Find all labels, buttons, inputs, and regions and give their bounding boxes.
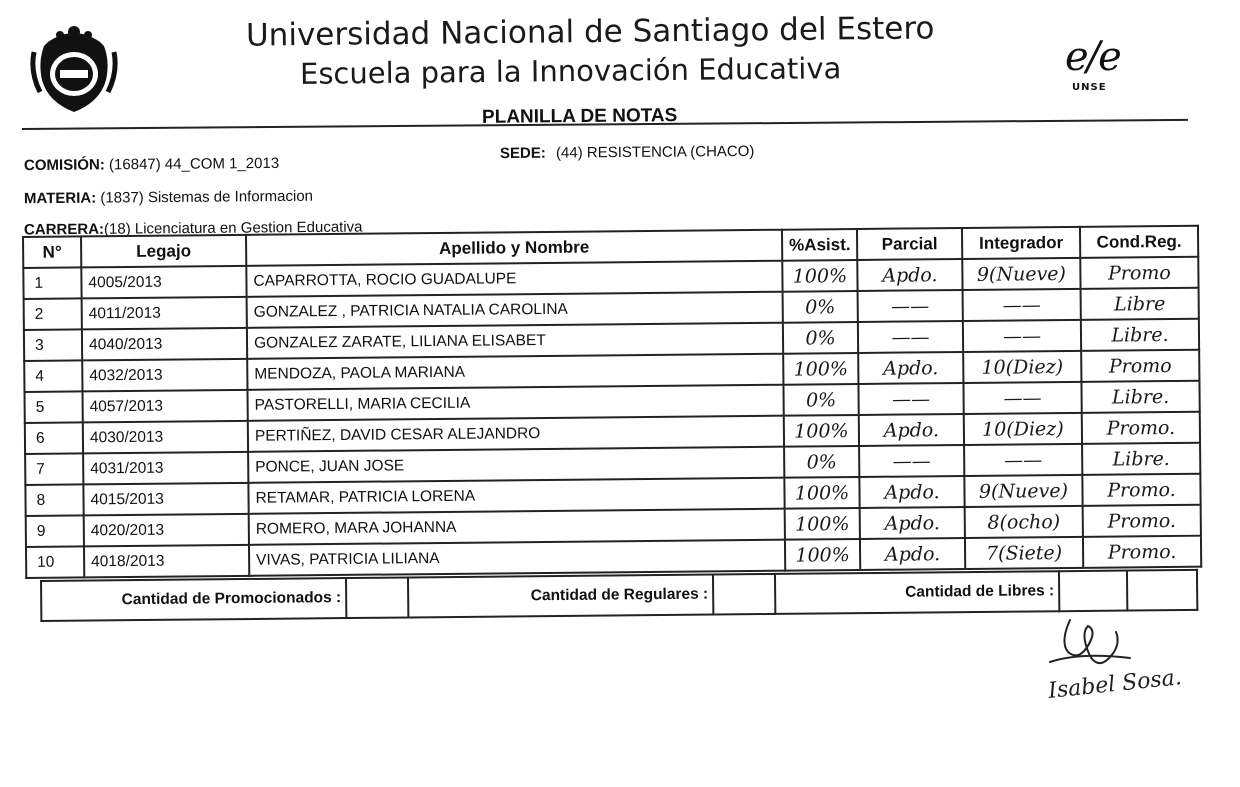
materia-label: MATERIA: — [23, 189, 97, 208]
grades-table-wrap — [22, 225, 1205, 586]
row-number: 4 — [24, 360, 82, 392]
totals-blank — [1127, 570, 1197, 611]
row-nombre: GONZALEZ , PATRICIA NATALIA CAROLINA — [247, 292, 783, 328]
promocionados-value — [346, 577, 408, 618]
row-condicion: Libre — [1081, 288, 1199, 320]
row-condicion: Promo. — [1083, 505, 1201, 537]
row-legajo: 4018/2013 — [84, 545, 249, 578]
row-asistencia: 100% — [782, 260, 857, 292]
row-number: 2 — [24, 298, 82, 330]
comision-line — [24, 155, 279, 174]
comision-label: COMISIÓN: — [23, 156, 105, 175]
row-condicion: Promo — [1080, 257, 1198, 289]
row-asistencia: 100% — [785, 508, 860, 540]
row-nombre: PASTORELLI, MARIA CECILIA — [247, 385, 783, 421]
row-asistencia: 0% — [783, 384, 858, 416]
row-number: 9 — [26, 515, 84, 547]
regulares-value — [713, 574, 775, 615]
logo-subtitle: UNSE — [1072, 82, 1107, 93]
row-condicion: Libre. — [1081, 319, 1199, 351]
row-integrador: 9(Nueve) — [964, 475, 1082, 507]
col-header-n: N° — [23, 236, 81, 268]
row-asistencia: 100% — [783, 353, 858, 385]
row-legajo: 4030/2013 — [83, 421, 248, 454]
row-parcial: —— — [859, 445, 964, 477]
row-asistencia: 100% — [785, 539, 860, 571]
row-nombre: ROMERO, MARA JOHANNA — [249, 509, 785, 545]
libres-value — [1059, 571, 1127, 612]
row-condicion: Promo. — [1082, 412, 1200, 444]
row-integrador: —— — [963, 289, 1081, 321]
row-nombre: GONZALEZ ZARATE, LILIANA ELISABET — [247, 323, 783, 359]
row-legajo: 4032/2013 — [82, 359, 247, 392]
university-seal-icon — [30, 22, 118, 114]
university-name: Universidad Nacional de Santiago del Estero — [245, 10, 935, 54]
materia-value: (1837) Sistemas de Informacion — [100, 187, 314, 207]
row-number: 1 — [23, 267, 81, 299]
row-nombre: MENDOZA, PAOLA MARIANA — [247, 354, 783, 390]
row-integrador: 9(Nueve) — [962, 258, 1080, 290]
row-asistencia: 100% — [784, 415, 859, 447]
row-legajo: 4005/2013 — [81, 266, 246, 299]
row-integrador: —— — [963, 320, 1081, 352]
carrera-label: CARRERA: — [23, 220, 105, 239]
carrera-value: (18) Licenciatura en Gestion Educativa — [103, 218, 363, 238]
col-header-nombre: Apellido y Nombre — [246, 230, 782, 266]
row-integrador: —— — [964, 444, 1082, 476]
totals-row — [41, 570, 1197, 621]
row-parcial: Apdo. — [857, 259, 962, 291]
row-integrador: 8(ocho) — [965, 506, 1083, 538]
row-nombre: CAPARROTTA, ROCIO GUADALUPE — [246, 261, 782, 297]
materia-line — [24, 188, 313, 208]
sede-line — [500, 143, 755, 162]
row-legajo: 4020/2013 — [84, 514, 249, 547]
row-number: 8 — [25, 484, 83, 516]
row-legajo: 4040/2013 — [82, 328, 247, 361]
row-asistencia: 100% — [784, 477, 859, 509]
school-name: Escuela para la Innovación Educativa — [299, 51, 842, 91]
row-parcial: Apdo. — [858, 352, 963, 384]
signature-name: Isabel Sosa. — [1047, 665, 1183, 704]
row-asistencia: 0% — [784, 446, 859, 478]
col-header-integrador: Integrador — [962, 227, 1080, 259]
row-nombre: RETAMAR, PATRICIA LORENA — [248, 478, 784, 514]
eie-logo-icon: e/e — [1065, 34, 1120, 80]
comision-value: (16847) 44_COM 1_2013 — [108, 154, 280, 174]
form-title: PLANILLA DE NOTAS — [481, 105, 678, 128]
row-integrador: 10(Diez) — [963, 351, 1081, 383]
row-asistencia: 0% — [783, 322, 858, 354]
row-integrador: 10(Diez) — [964, 413, 1082, 445]
row-integrador: —— — [963, 382, 1081, 414]
regulares-label: Cantidad de Regulares : — [408, 575, 713, 618]
row-condicion: Promo — [1081, 350, 1199, 382]
row-legajo: 4011/2013 — [82, 297, 247, 330]
row-nombre: PONCE, JUAN JOSE — [248, 447, 784, 483]
row-legajo: 4057/2013 — [82, 390, 247, 423]
row-nombre: PERTIÑEZ, DAVID CESAR ALEJANDRO — [248, 416, 784, 452]
sede-value: (44) RESISTENCIA (CHACO) — [555, 142, 755, 162]
col-header-legajo: Legajo — [81, 235, 246, 268]
row-parcial: —— — [858, 290, 963, 322]
libres-label: Cantidad de Libres : — [775, 571, 1059, 614]
row-condicion: Libre. — [1081, 381, 1199, 413]
row-parcial: —— — [858, 383, 963, 415]
row-parcial: —— — [858, 321, 963, 353]
row-number: 10 — [26, 546, 84, 578]
row-legajo: 4015/2013 — [83, 483, 248, 516]
row-parcial: Apdo. — [859, 476, 964, 508]
row-condicion: Promo. — [1083, 536, 1201, 568]
row-condicion: Libre. — [1082, 443, 1200, 475]
col-header-parcial: Parcial — [857, 228, 962, 260]
promocionados-label: Cantidad de Promocionados : — [41, 578, 346, 621]
row-number: 6 — [25, 422, 83, 454]
row-number: 5 — [24, 391, 82, 423]
row-asistencia: 0% — [783, 291, 858, 323]
row-parcial: Apdo. — [860, 538, 965, 570]
signature-scribble-icon — [1030, 612, 1220, 722]
row-parcial: Apdo. — [859, 414, 964, 446]
row-condicion: Promo. — [1082, 474, 1200, 506]
row-integrador: 7(Siete) — [965, 537, 1083, 569]
sede-label: SEDE: — [499, 144, 546, 163]
row-nombre: VIVAS, PATRICIA LILIANA — [249, 540, 785, 576]
col-header-cond: Cond.Reg. — [1080, 226, 1198, 258]
row-number: 7 — [25, 453, 83, 485]
row-legajo: 4031/2013 — [83, 452, 248, 485]
row-parcial: Apdo. — [860, 507, 965, 539]
col-header-asist: %Asist. — [782, 229, 857, 261]
grades-table — [22, 225, 1202, 579]
row-number: 3 — [24, 329, 82, 361]
